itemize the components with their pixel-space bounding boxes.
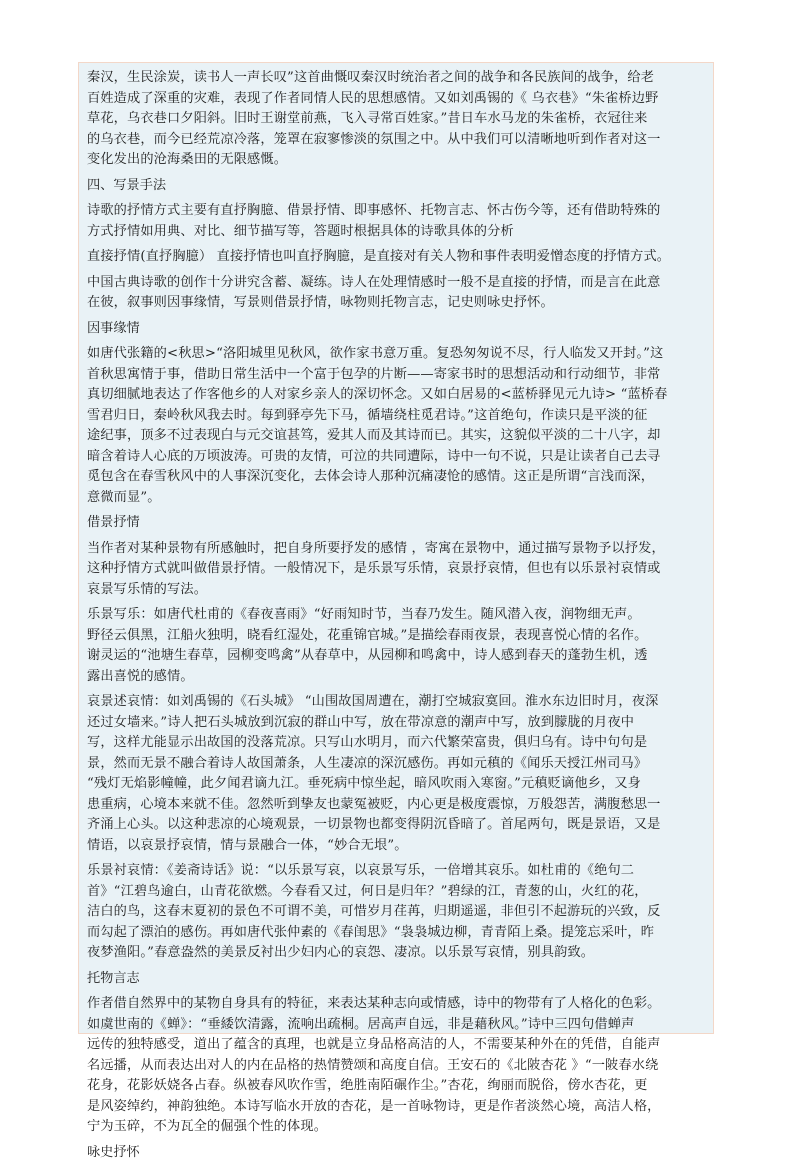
text-line: 患重病，心境本来就不佳。忽然听到挚友也蒙冤被贬，内心更是极度震惊，万般怨苦，满腹愁思一 (87, 795, 705, 816)
text-line: 洁白的鸟，这春末夏初的景色不可谓不美，可惜岁月荏苒，归期遥遥，非但引不起游玩的兴致，反 (87, 902, 705, 923)
text-line: 还过女墙来。”诗人把石头城放到沉寂的群山中写，放在带凉意的潮声中写，放到朦胧的月夜中 (87, 713, 705, 734)
paragraph (87, 994, 705, 1138)
paragraph (87, 861, 705, 964)
text-line: 诗歌的抒情方式主要有直抒胸臆、借景抒情、即事感怀、托物言志、怀古伤今等，还有借助特殊的 (87, 201, 705, 222)
text-line: 方式抒情如用典、对比、细节描写等，答题时根据具体的诗歌具体的分析 (87, 222, 705, 243)
text-line: 谢灵运的“池塘生春草，园柳变鸣禽”从春草中，从园柳和鸣禽中，诗人感到春天的蓬勃生机，透 (87, 646, 705, 667)
paragraph (87, 68, 705, 171)
section-heading: 咏史抒怀 (87, 1143, 705, 1163)
text-line: 变化发出的沧海桑田的无限感慨。 (87, 150, 705, 171)
paragraph (87, 692, 705, 856)
paragraph (87, 201, 705, 242)
text-line: 远传的独特感受，道出了蕴含的真理，也就是立身品格高洁的人，不需要某种外在的凭借，自能声 (87, 1035, 705, 1056)
text-line: 中国古典诗歌的创作十分讲究含蓄、凝练。诗人在处理情感时一般不是直接的抒情，而是言在此意 (87, 273, 705, 294)
section-heading: 借景抒情 (87, 513, 705, 534)
text-line: 这种抒情方式就叫做借景抒情。一般情况下，是乐景写乐情，哀景抒哀情，但也有以乐景衬哀情或 (87, 559, 705, 580)
text-line: 哀景写乐情的写法。 (87, 580, 705, 601)
text-line: 野径云俱黑，江船火独明，晓看红湿处，花重锦官城。”是描绘春雨夜景，表现喜悦心情的名作。 (87, 626, 705, 647)
text-line: 乐景写乐：如唐代杜甫的《春夜喜雨》“好雨知时节，当春乃发生。随风潜入夜，润物细无声。 (87, 605, 705, 626)
text-line: 如唐代张籍的<秋思>“洛阳城里见秋风，欲作家书意万重。复恐匆匆说不尽，行人临发又开封。”这 (87, 344, 705, 365)
paragraph (87, 247, 705, 268)
text-line: 花身，花影妖娆各占春。纵被春风吹作雪，绝胜南陌碾作尘。”杏花，绚丽而脱俗，傍水杏花，更 (87, 1076, 705, 1097)
section-heading: 托物言志 (87, 969, 705, 990)
text-line: 途纪事，顶多不过表现白与元交谊甚笃，爱其人而及其诗而已。其实，这貌似平淡的二十八字，却 (87, 426, 705, 447)
section-heading: 因事缘情 (87, 319, 705, 340)
text-line: 秦汉，生民涂炭，读书人一声长叹”这首曲慨叹秦汉时统治者之间的战争和各民族间的战争，给老 (87, 68, 705, 89)
text-line: 宁为玉碎，不为瓦全的倔强个性的体现。 (87, 1117, 705, 1138)
text-line: 在彼，叙事则因事缘情，写景则借景抒情，咏物则托物言志，记史则咏史抒怀。 (87, 293, 705, 314)
text-line: 真切细腻地表达了作客他乡的人对家乡亲人的深切怀念。又如白居易的<蓝桥驿见元九诗> “蓝桥春 (87, 385, 705, 406)
text-line: 的乌衣巷，而今已经荒凉冷落，笼罩在寂寥惨淡的氛围之中。从中我们可以清晰地听到作者对这一 (87, 130, 705, 151)
document-page (78, 62, 714, 1034)
paragraph (87, 273, 705, 314)
text-line: 暗含着诗人心底的万顷波涛。可贵的友情，可泣的共同遭际，诗中一句不说，只是让读者自己去寻 (87, 447, 705, 468)
text-line: “残灯无焰影幢幢，此夕闻君谪九江。垂死病中惊坐起，暗风吹雨入寒窗。”元稹贬谪他乡，又身 (87, 774, 705, 795)
text-line: 景，然而无景不融合着诗人故国萧条，人生凄凉的深沉感伤。再如元稹的《闻乐天授江州司马》 (87, 754, 705, 775)
text-line: 意微而显”。 (87, 488, 705, 509)
text-line: 草花，乌衣巷口夕阳斜。旧时王谢堂前燕，飞入寻常百姓家。”昔日车水马龙的朱雀桥，衣冠往来 (87, 109, 705, 130)
paragraph (87, 344, 705, 508)
text-line: 直接抒情(直抒胸臆） 直接抒情也叫直抒胸臆，是直接对有关人物和事件表明爱憎态度的抒情方式。 (87, 247, 705, 268)
text-line: 当作者对某种景物有所感触时，把自身所要抒发的感情 ，寄寓在景物中，通过描写景物予以抒发， (87, 539, 705, 560)
text-line: 乐景衬哀情：《姜斋诗话》说：“以乐景写哀，以哀景写乐，一倍增其哀乐。如杜甫的《绝句二 (87, 861, 705, 882)
text-line: 齐涌上心头。以这种悲凉的心境观景，一切景物也都变得阴沉昏暗了。首尾两句，既是景语，又是 (87, 815, 705, 836)
paragraph (87, 605, 705, 687)
text-line: 百姓造成了深重的灾难，表现了作者同情人民的思想感情。又如刘禹锡的《 乌衣巷》“朱雀桥边野 (87, 89, 705, 110)
paragraph (87, 539, 705, 601)
text-line: 作者借自然界中的某物自身具有的特征，来表达某种志向或情感，诗中的物带有了人格化的色彩。 (87, 994, 705, 1015)
text-line: 是风姿绰约，神韵独绝。本诗写临水开放的杏花，是一首咏物诗，更是作者淡然心境，高洁人格， (87, 1097, 705, 1118)
text-line: 名远播，从而表达出对人的内在品格的热情赞颂和高度自信。王安石的《北陂杏花 》“一陂春水绕 (87, 1056, 705, 1077)
section-heading: 四、写景手法 (87, 176, 705, 197)
text-line: 觅包含在春雪秋风中的人事深沉变化，去体会诗人那种沉痛凄怆的感情。这正是所谓“言浅而深， (87, 467, 705, 488)
text-line: 哀景述哀情：如刘禹锡的《石头城》 “山围故国周遭在，潮打空城寂寞回。淮水东边旧时月，夜深 (87, 692, 705, 713)
text-line: 而勾起了漂泊的感伤。再如唐代张仲素的《春闺思》“袅袅城边柳，青青陌上桑。提笼忘采叶，昨 (87, 923, 705, 944)
text-line: 首》“江碧鸟逾白，山青花欲燃。今春看又过，何日是归年？”碧绿的江，青葱的山，火红的花， (87, 882, 705, 903)
text-line: 写，这样尤能显示出故国的没落荒凉。只写山水明月，而六代繁荣富贵，俱归乌有。诗中句句是 (87, 733, 705, 754)
text-line: 如虞世南的《蝉》：“垂緌饮清露，流响出疏桐。居高声自远，非是藉秋风。”诗中三四句借蝉声 (87, 1015, 705, 1036)
text-line: 夜梦渔阳。”春意盎然的美景反衬出少妇内心的哀怨、凄凉。以乐景写哀情，别具韵致。 (87, 943, 705, 964)
text-line: 首秋思寓情于事，借助日常生活中一个富于包孕的片断——寄家书时的思想活动和行动细节，非常 (87, 365, 705, 386)
text-line: 露出喜悦的感情。 (87, 667, 705, 688)
text-line: 情语，以哀景抒哀情，情与景融合一体，“妙合无垠”。 (87, 836, 705, 857)
text-line: 雪君归日，秦岭秋风我去时。每到驿亭先下马，循墙绕柱觅君诗。”这首绝句，作读只是平淡的征 (87, 406, 705, 427)
